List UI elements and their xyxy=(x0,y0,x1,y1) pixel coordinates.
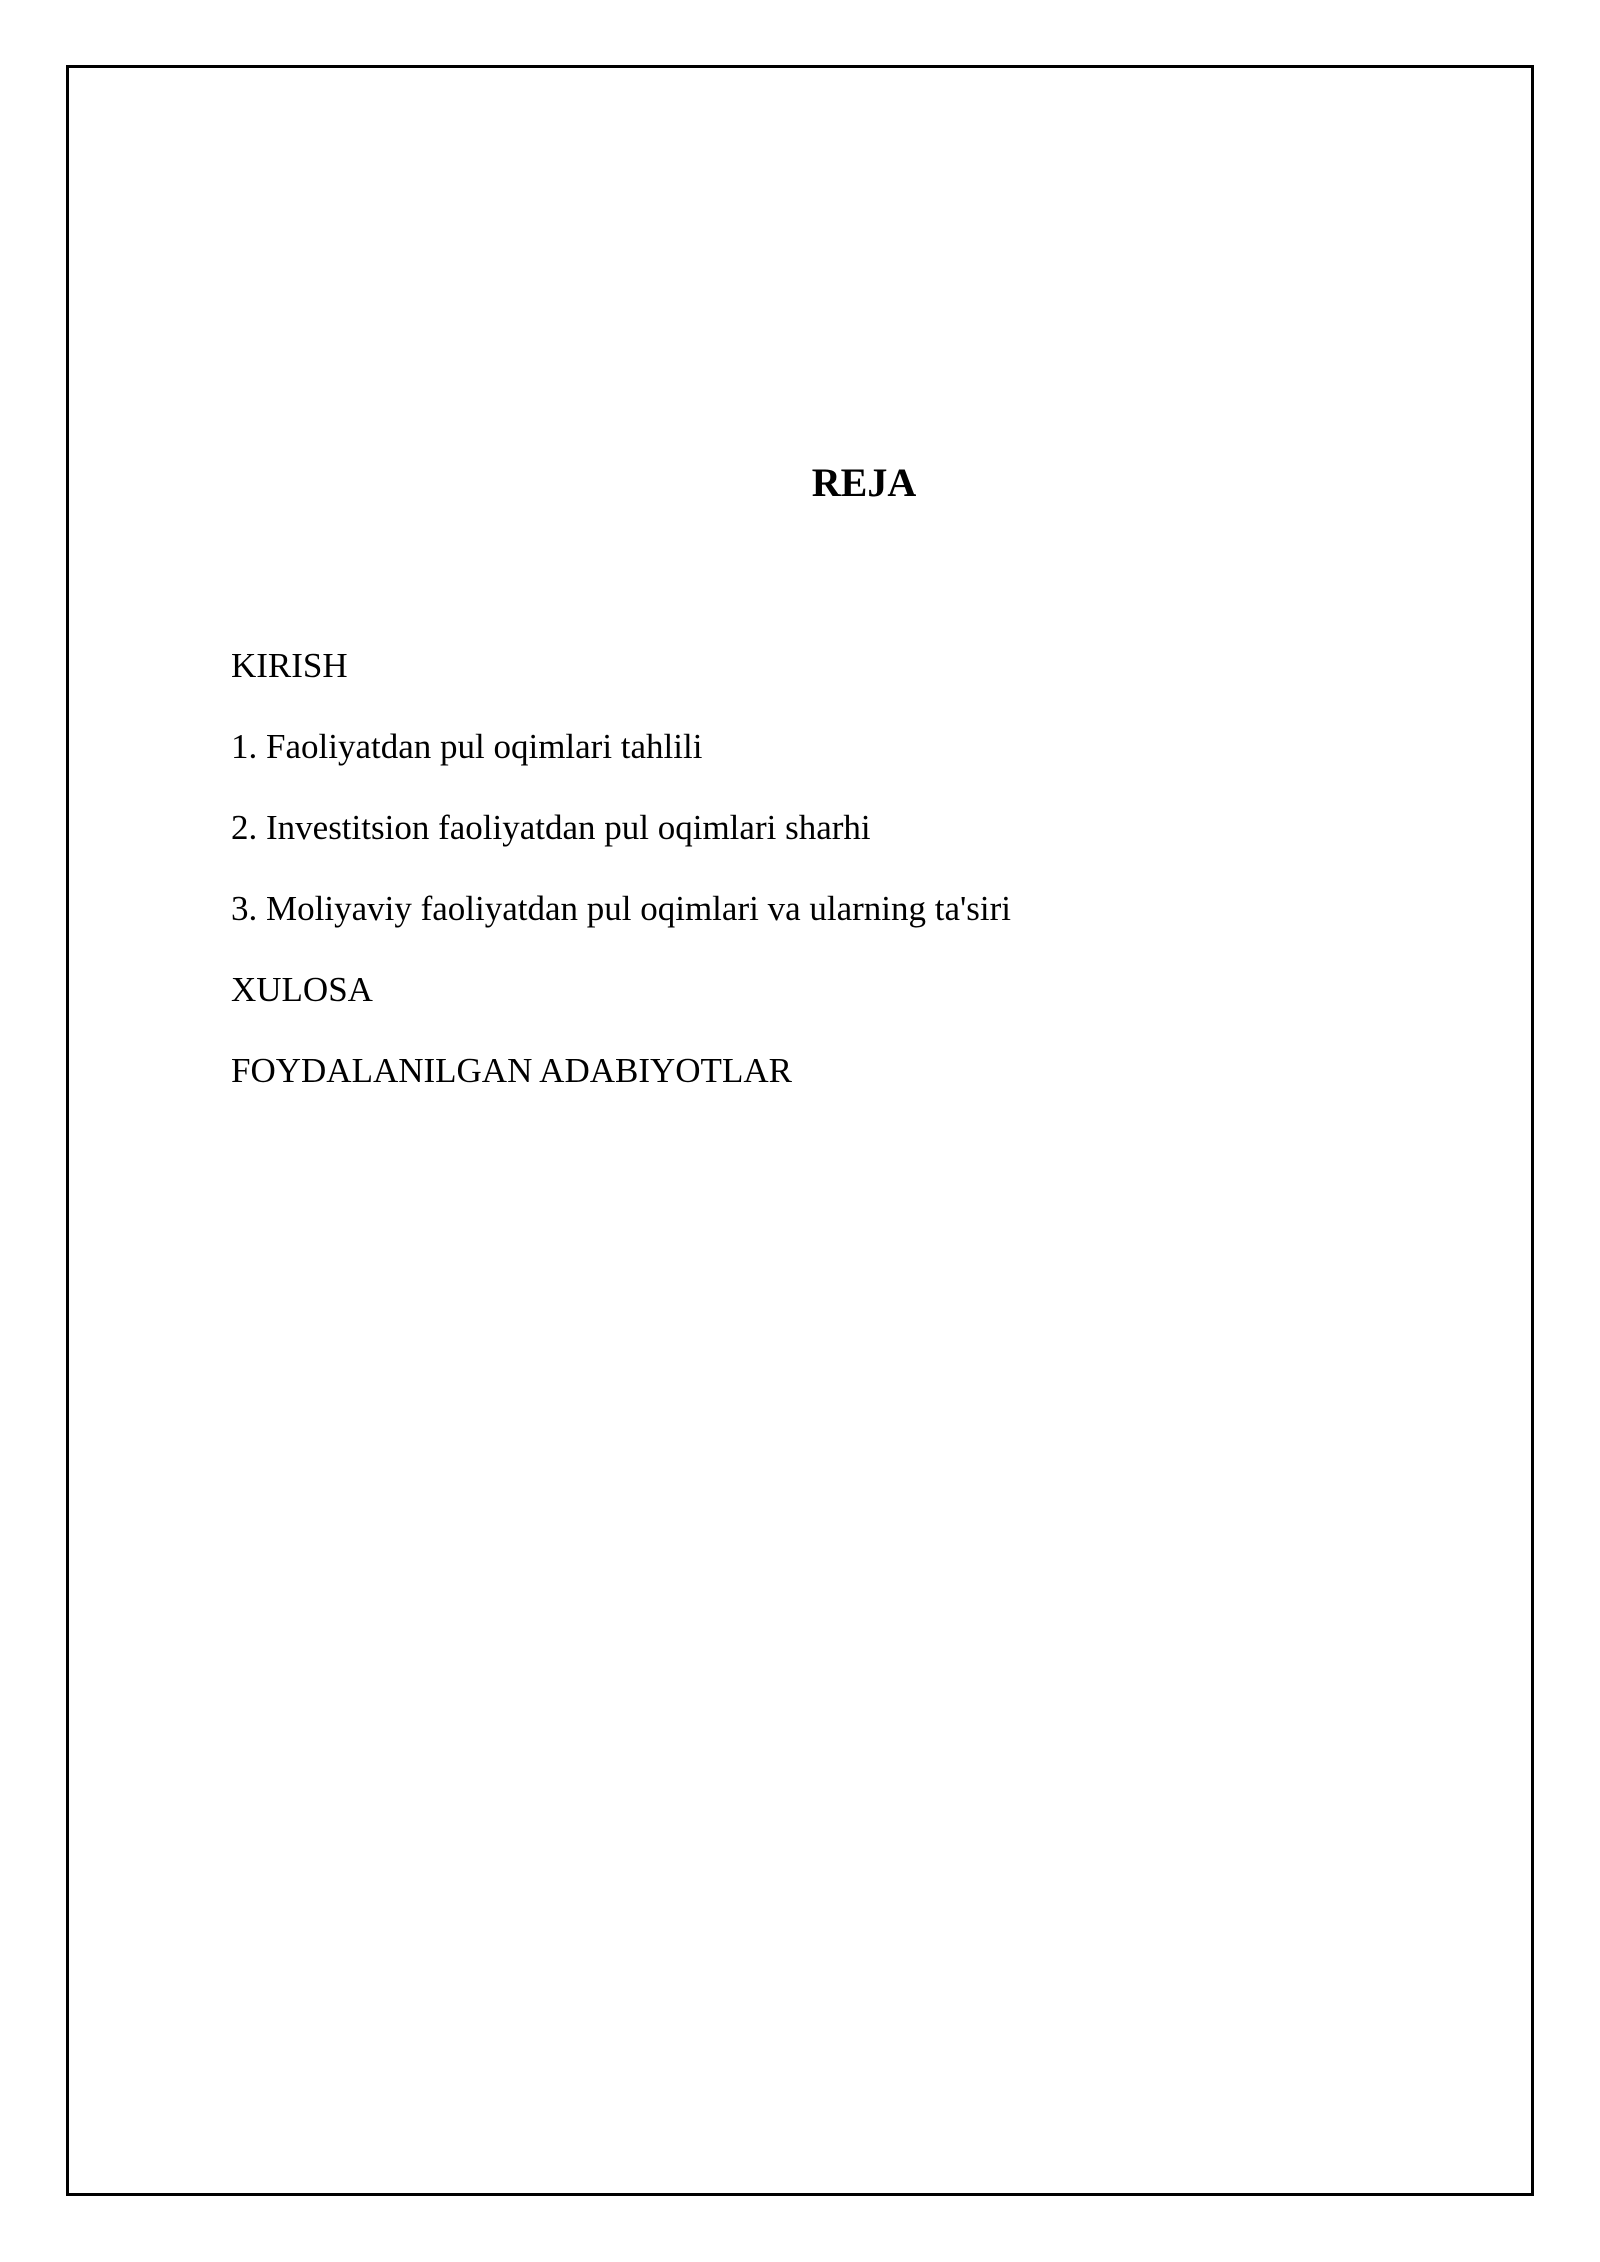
plan-item-3: 3. Moliyaviy faoliyatdan pul oqimlari va ularning ta'siri xyxy=(231,889,1012,928)
plan-item-kirish: KIRISH xyxy=(231,646,348,685)
plan-item-adabiyotlar: FOYDALANILGAN ADABIYOTLAR xyxy=(231,1051,792,1090)
plan-list xyxy=(231,648,1011,1134)
page-title: REJA xyxy=(811,460,917,505)
plan-item-2: 2. Investitsion faoliyatdan pul oqimlari sharhi xyxy=(231,808,871,847)
plan-item-xulosa: XULOSA xyxy=(231,970,373,1009)
plan-item-1: 1. Faoliyatdan pul oqimlari tahlili xyxy=(231,727,703,766)
page-frame xyxy=(66,65,1534,2196)
